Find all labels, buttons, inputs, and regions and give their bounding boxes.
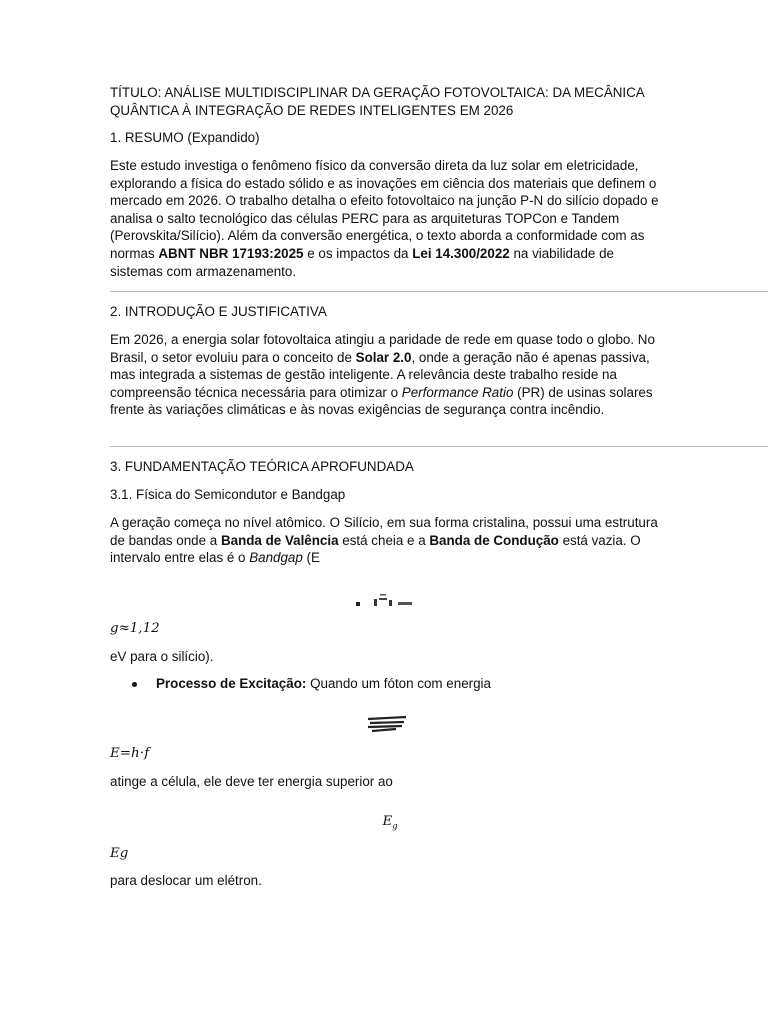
equation-eg: Eg: [110, 846, 129, 861]
bold-valence: Banda de Valência: [220, 532, 339, 548]
equation-eg-centered: [110, 813, 670, 835]
document-title: TÍTULO: ANÁLISE MULTIDISCIPLINAR DA GERAÇÃO FOTOVOLTAICA: DA MECÂNICA QUÂNTICA À INTEGRAÇÃO DE REDES INTELIGENTES EM 2026: [110, 85, 644, 118]
bullet-icon: [132, 682, 137, 687]
section-1-paragraph: [110, 157, 660, 280]
equation-bandgap: g≈1,12: [110, 621, 160, 636]
bold-law: Lei 14.300/2022: [412, 245, 510, 261]
text-displace-electron: para deslocar um elétron.: [110, 873, 262, 888]
equation-image-fragment: [354, 592, 416, 608]
text-run: está cheia e a: [338, 532, 430, 548]
math-sub-g: g: [392, 821, 398, 831]
section-3-heading: 3. FUNDAMENTAÇÃO TEÓRICA APROFUNDADA: [110, 459, 414, 474]
bold-solar: Solar 2.0: [355, 349, 412, 365]
equation-image-fragment-2: [366, 715, 410, 733]
bold-conduction: Banda de Condução: [429, 532, 559, 548]
text-run: Quando um fóton com energia: [306, 676, 491, 691]
text-run: Este estudo investiga o fenômeno físico da conversão direta da luz solar em eletricidade, explorando a física do estado sólido e as inovações em ciência dos materiais que definem o mercado em 2026. O trabalho detalha o efeito fotovoltaico na junção P-N do silício dopado e analisa o salto tecnológico das células PERC para as arquiteturas TOPCon e Tandem (Perovskita/Silício). Além da conversão energética, o texto aborda a conformidade com as normas: [110, 158, 659, 261]
text-run: na viabilidade de sistemas com armazenamento.: [110, 245, 614, 279]
text-run: (PR) de usinas solares frente às variações climáticas e às novas exigências de segurança contra incêndio.: [110, 384, 653, 418]
italic-term: Bandgap: [249, 550, 303, 566]
text-run: está vazia. O intervalo entre elas é o: [110, 532, 641, 566]
italic-term: Performance Ratio: [401, 384, 514, 400]
text-silicon-ev: eV para o silício).: [110, 649, 214, 664]
section-2-heading: 2. INTRODUÇÃO E JUSTIFICATIVA: [110, 304, 327, 319]
section-2-paragraph: [110, 331, 660, 419]
equation-photon-energy: E=h⋅f: [110, 746, 150, 761]
text-run: e os impactos da: [303, 245, 413, 261]
bold-label: Processo de Excitação:: [156, 676, 307, 691]
text-run: Em 2026, a energia solar fotovoltaica atingiu a paridade de rede em quase todo o globo. No Brasil, o setor evoluiu para o conceito de: [110, 332, 655, 365]
text-run: (E: [302, 550, 320, 566]
section-divider: [110, 291, 768, 292]
section-3-1-heading: 3.1. Física do Semicondutor e Bandgap: [110, 487, 346, 502]
bullet-text: [156, 675, 491, 693]
text-run: , onde a geração não é apenas passiva, mas integrada a sistemas de gestão inteligente. A relevância deste trabalho reside na compreensão técnica necessária para otimizar o: [110, 349, 650, 400]
text-run: A geração começa no nível atômico. O Silício, em sua forma cristalina, possui uma estrutura de bandas onde a: [110, 515, 658, 548]
math-e: E: [382, 814, 393, 829]
bold-norm: ABNT NBR 17193:2025: [158, 245, 304, 261]
section-3-1-paragraph: [110, 514, 660, 567]
text-energy-superior: atinge a célula, ele deve ter energia superior ao: [110, 774, 393, 789]
section-1-heading: 1. RESUMO (Expandido): [110, 130, 260, 145]
section-divider: [110, 446, 768, 447]
